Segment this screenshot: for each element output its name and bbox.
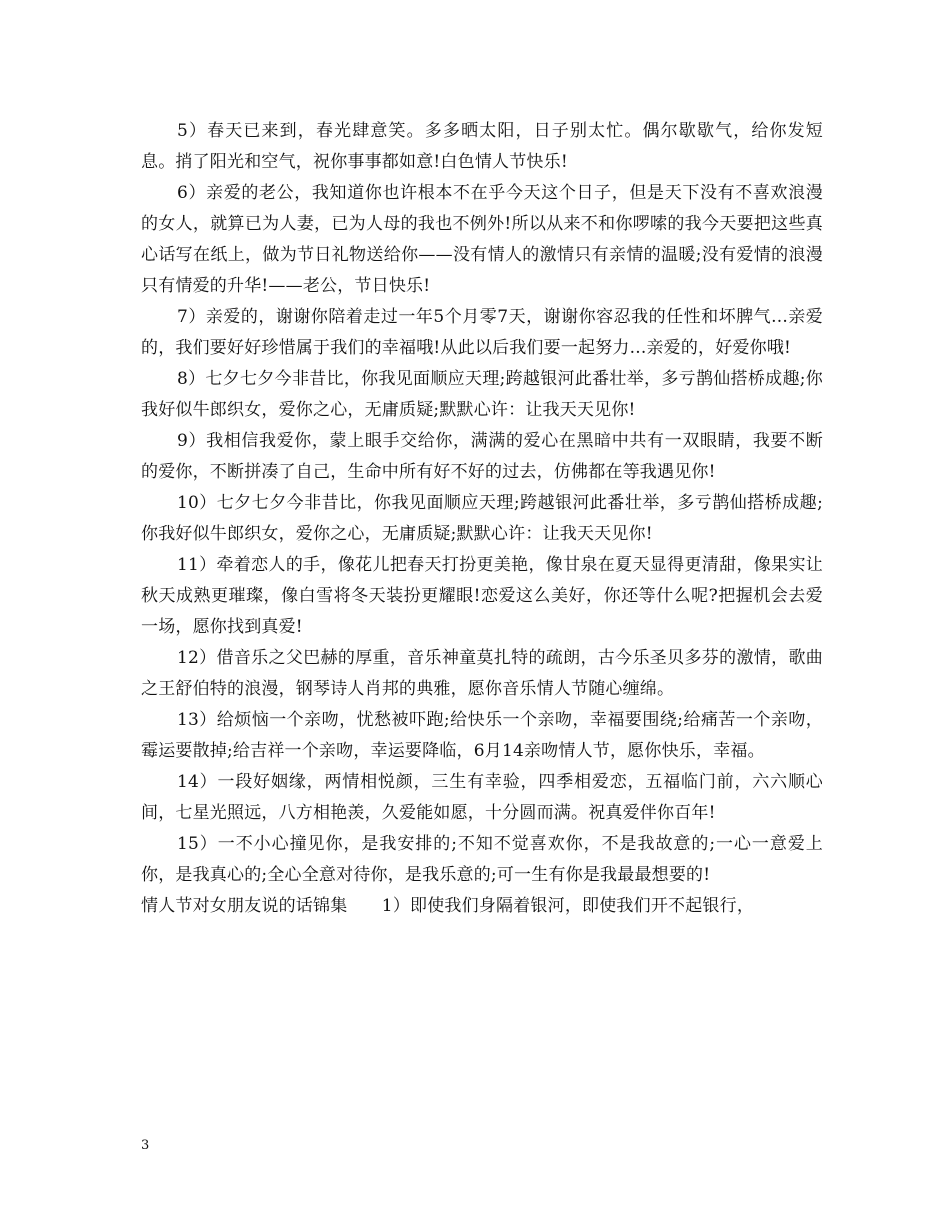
paragraph-8: 8）七夕七夕今非昔比，你我见面顺应天理;跨越银河此番壮举，多亏鹊仙搭桥成趣;你我好似牛郎织女，爱你之心，无庸质疑;默默心许：让我天天见你!	[141, 369, 823, 420]
paragraph-13: 13）给烦恼一个亲吻，忧愁被吓跑;给快乐一个亲吻，幸福要围绕;给痛苦一个亲吻，霉运要散掉;给吉祥一个亲吻，幸运要降临，6月14亲吻情人节，愿你快乐，幸福。	[141, 710, 823, 761]
paragraph-7: 7）亲爱的，谢谢你陪着走过一年5个月零7天，谢谢你容忍我的任性和坏脾气...亲爱的，我们要好好珍惜属于我们的幸福哦!从此以后我们要一起努力...亲爱的，好爱你哦!	[141, 307, 823, 358]
paragraph-10: 10）七夕七夕今非昔比，你我见面顺应天理;跨越银河此番壮举，多亏鹊仙搭桥成趣;你我好似牛郎织女，爱你之心，无庸质疑;默默心许：让我天天见你!	[141, 493, 823, 544]
paragraph-14: 14）一段好姻缘，两情相悦颜，三生有幸验，四季相爱恋，五福临门前，六六顺心间，七星光照远，八方相艳羡，久爱能如愿，十分圆而满。祝真爱伴你百年!	[141, 772, 823, 823]
paragraph-5: 5）春天已来到，春光肆意笑。多多晒太阳，日子别太忙。偶尔歇歇气，给你发短息。捎了阳光和空气，祝你事事都如意!白色情人节快乐!	[141, 121, 823, 172]
section-heading-line: 情人节对女朋友说的话锦集 1）即使我们身隔着银河，即使我们开不起银行，	[141, 896, 755, 916]
document-body	[141, 116, 823, 922]
page-number: 3	[141, 1138, 150, 1153]
paragraph-9: 9）我相信我爱你，蒙上眼手交给你，满满的爱心在黑暗中共有一双眼睛，我要不断的爱你，不断拼凑了自己，生命中所有好不好的过去，仿佛都在等我遇见你!	[141, 431, 823, 482]
paragraph-11: 11）牵着恋人的手，像花儿把春天打扮更美艳，像甘泉在夏天显得更清甜，像果实让秋天成熟更璀璨，像白雪将冬天装扮更耀眼!恋爱这么美好，你还等什么呢?把握机会去爱一场，愿你找到真爱!	[141, 555, 823, 637]
paragraph-15: 15）一不小心撞见你，是我安排的;不知不觉喜欢你，不是我故意的;一心一意爱上你，是我真心的;全心全意对待你，是我乐意的;可一生有你是我最最想要的!	[141, 834, 823, 885]
paragraph-12: 12）借音乐之父巴赫的厚重，音乐神童莫扎特的疏朗，古今乐圣贝多芬的激情，歌曲之王舒伯特的浪漫，钢琴诗人肖邦的典雅，愿你音乐情人节随心缠绵。	[141, 648, 823, 699]
paragraph-6: 6）亲爱的老公，我知道你也许根本不在乎今天这个日子，但是天下没有不喜欢浪漫的女人，就算已为人妻，已为人母的我也不例外!所以从来不和你啰嗦的我今天要把这些真心话写在纸上，做为节日礼物送给你——没有情人的激情只有亲情的温暖;没有爱情的浪漫只有情爱的升华!——老公，节日快乐!	[141, 183, 823, 296]
